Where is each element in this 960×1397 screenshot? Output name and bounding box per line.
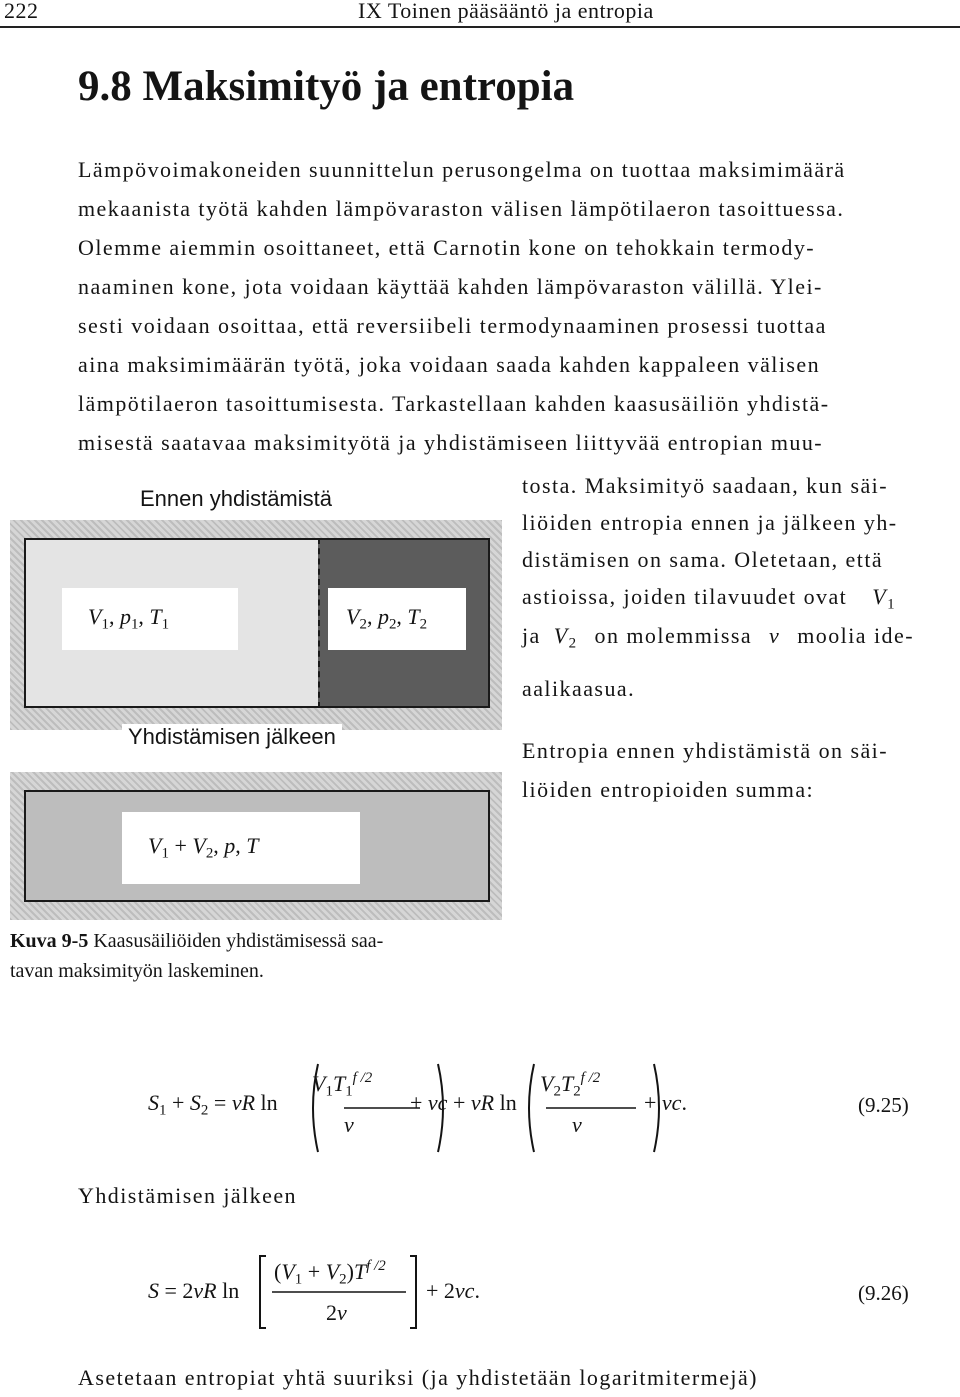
v2-symbol: $V_2$ bbox=[553, 623, 578, 652]
side-line: liöiden entropioiden summa: bbox=[522, 777, 815, 802]
after-joining-heading: Yhdistämisen jälkeen bbox=[78, 1183, 298, 1208]
equation-number: (9.26) bbox=[858, 1281, 909, 1305]
side-line: Entropia ennen yhdistämistä on säi- bbox=[522, 738, 889, 763]
side-text bbox=[522, 466, 952, 716]
side-line-text: ja bbox=[522, 623, 541, 648]
final-line: Asetetaan entropiat yhtä suuriksi (ja yhdistetään logaritmitermejä) bbox=[78, 1365, 758, 1390]
nu-symbol: ν bbox=[769, 623, 781, 648]
paragraph-line: sesti voidaan osoittaa, että reversiibeli termodynaaminen prosessi tuottaa bbox=[78, 313, 827, 338]
header-rule bbox=[0, 26, 960, 28]
paragraph-line: lämpötilaeron tasoittumisesta. Tarkastellaan kahden kaasusäiliön yhdistä- bbox=[78, 391, 830, 416]
after-label: Yhdistämisen jälkeen bbox=[122, 724, 342, 750]
figure-caption bbox=[10, 926, 480, 986]
paragraph-line: naaminen kone, jota voidaan käyttää kahden lämpövaraston välillä. Ylei- bbox=[78, 274, 823, 299]
paragraph-line: mekaanista työtä kahden lämpövaraston välisen lämpötilaeron tasoittuessa. bbox=[78, 196, 845, 221]
equation-number: (9.25) bbox=[858, 1093, 909, 1117]
paragraph-line: Lämpövoimakoneiden suunnittelun perusongelma on tuottaa maksimimäärä bbox=[78, 157, 846, 182]
caption-label: Kuva 9-5 bbox=[10, 930, 89, 952]
side-line: aalikaasua. bbox=[522, 676, 636, 701]
paragraph-line: aina maksimimäärän työtä, joka voidaan saada kahden kappaleen välisen bbox=[78, 352, 821, 377]
side-line-text: moolia ide- bbox=[797, 623, 914, 648]
gas-tanks-figure bbox=[10, 484, 502, 922]
combined-state: $V_1 + V_2$, p, T bbox=[122, 812, 360, 884]
section-title: 9.8 Maksimityö ja entropia bbox=[78, 63, 575, 110]
caption-text: Kaasusäiliöiden yhdistämisessä saa- bbox=[93, 930, 384, 952]
before-label: Ennen yhdistämistä bbox=[140, 486, 332, 511]
side-line: distämisen on sama. Oletetaan, että bbox=[522, 547, 884, 572]
v1-symbol: $V_1$ bbox=[872, 584, 897, 613]
side-line-text: astioissa, joiden tilavuudet ovat bbox=[522, 584, 848, 609]
side-text-2 bbox=[522, 731, 952, 811]
equation-9-26: S = 2νR ln $(V_1 + V_2)T^{f /2}$ 2ν + 2νc. bbox=[148, 1252, 568, 1332]
paragraph-1 bbox=[78, 150, 958, 470]
side-line-text: on molemmissa bbox=[594, 623, 753, 648]
equation-9-25: $S_1 + S_2 = \nu R$ ln $V_1T_1^{f /2}$ ν + νc + νR ln $V_2T_2^{f /2}$ ν + νc. bbox=[148, 1060, 838, 1156]
page-number: 222 bbox=[4, 0, 39, 23]
side-line: tosta. Maksimityö saadaan, kun säi- bbox=[522, 473, 889, 498]
paragraph-line: Olemme aiemmin osoittaneet, että Carnotin kone on tehokkain termody- bbox=[78, 235, 816, 260]
tank-2-state: $V_2$, $p_2$, $T_2$ bbox=[328, 588, 466, 650]
caption-text: tavan maksimityön laskeminen. bbox=[10, 960, 264, 982]
side-line bbox=[522, 616, 914, 663]
paragraph-line: misestä saatavaa maksimityötä ja yhdistämiseen liittyvää entropian muu- bbox=[78, 430, 824, 455]
side-line: liöiden entropia ennen ja jälkeen yh- bbox=[522, 510, 898, 535]
running-title: IX Toinen pääsääntö ja entropia bbox=[358, 0, 654, 23]
tank-1-state: $V_1$, $p_1$, $T_1$ bbox=[62, 588, 238, 650]
